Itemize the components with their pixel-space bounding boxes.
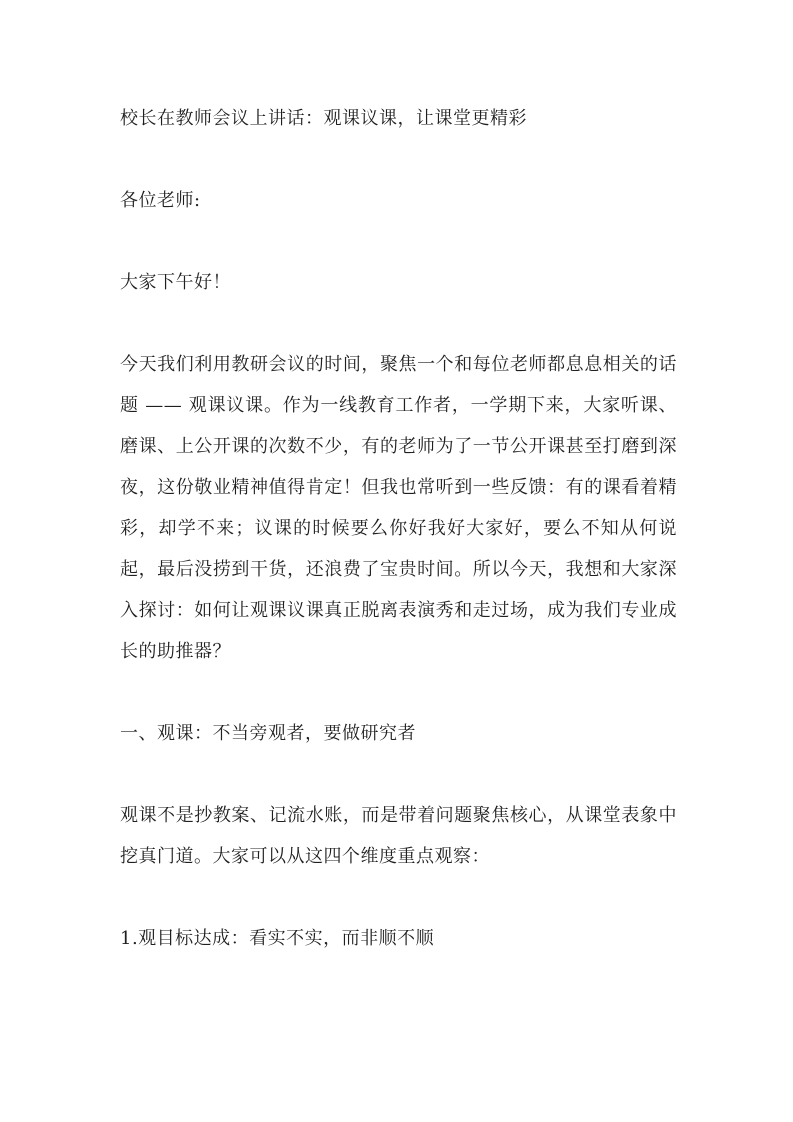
document-content [120, 98, 677, 959]
intro-paragraph: 今天我们利用教研会议的时间，聚焦一个和每位老师都息息相关的话题 —— 观课议课。作为一线教育工作者，一学期下来，大家听课、磨课、上公开课的次数不少，有的老师为了一节公开课甚至打磨到深夜，这份敬业精神值得肯定！但我也常听到一些反馈：有的课看着精彩，却学不来；议课的时候要么你好我好大家好，要么不知从何说起，最后没捞到干货，还浪费了宝贵时间。所以今天，我想和大家深入探讨：如何让观课议课真正脱离表演秀和走过场，成为我们专业成长的助推器？ [120, 354, 677, 662]
observe-paragraph: 观课不是抄教案、记流水账，而是带着问题聚焦核心，从课堂表象中挖真门道。大家可以从这四个维度重点观察： [120, 805, 677, 867]
subheading-1: 1.观目标达成：看实不实，而非顺不顺 [120, 928, 435, 949]
section-heading-1: 一、观课：不当旁观者，要做研究者 [120, 723, 416, 744]
salutation: 各位老师: [120, 190, 201, 211]
greeting: 大家下午好！ [120, 272, 231, 293]
document-title: 校长在教师会议上讲话：观课议课，让课堂更精彩 [120, 108, 527, 129]
